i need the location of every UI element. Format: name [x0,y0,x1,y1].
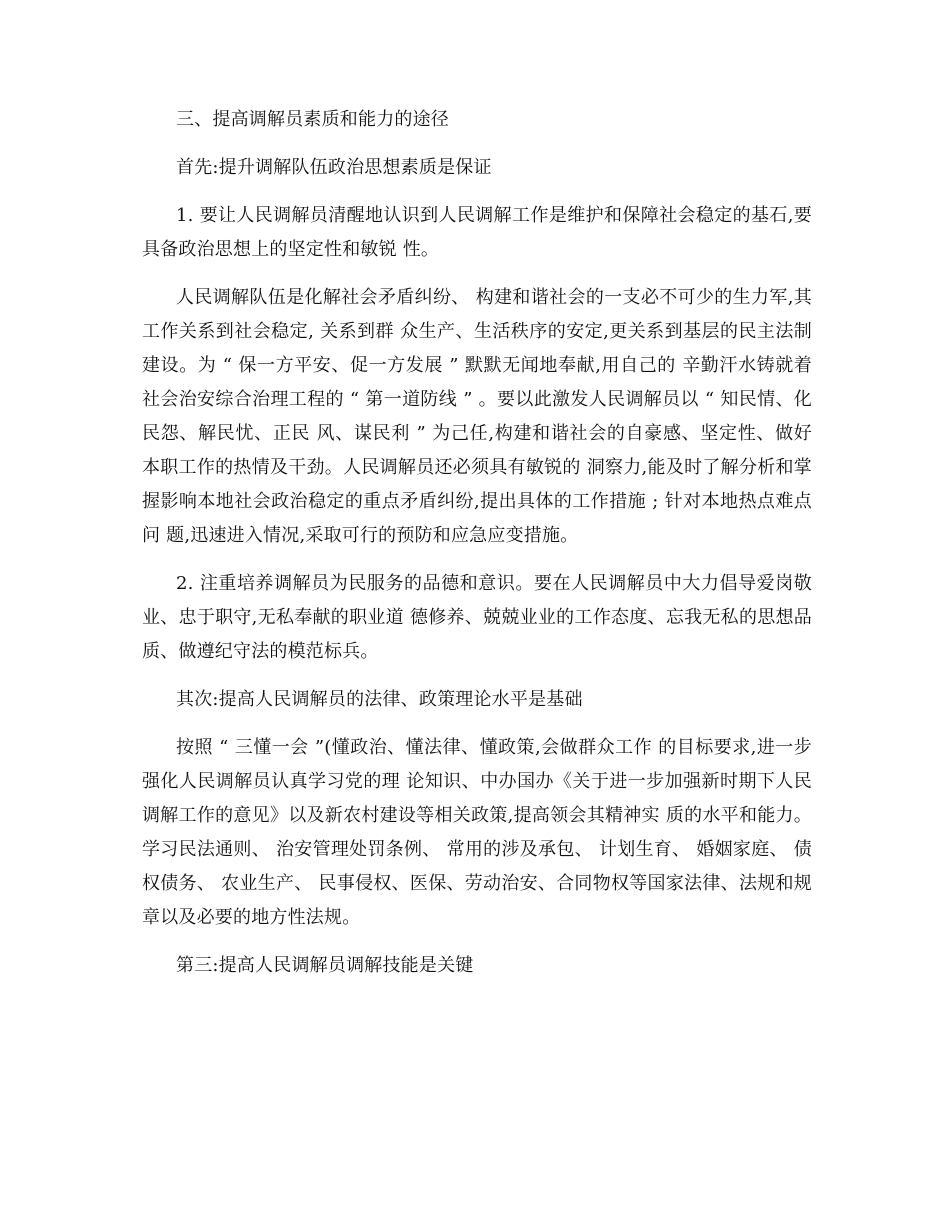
paragraph-1: 1. 要让人民调解员清醒地认识到人民调解工作是维护和保障社会稳定的基石,要具备政治思想上的坚定性和敏锐 性。 [142,205,812,260]
paragraph-4: 按照 “ 三懂一会 ”(懂政治、懂法律、懂政策,会做群众工作 的目标要求,进一步强化人民调解员认真学习党的理 论知识、中办国办《关于进一步加强新时期下人民调解工作的意见》以及新农村建设等相关政策,提高领会其精神实 质的水平和能力。 学习民法通则、 治安管理处罚条例、 常用的涉及承包、 计划生育、 婚姻家庭、 债权债务、 农业生产、 民事侵权、医保、劳动治安、合同物权等国家法律、法规和规章以及必要的地方性法规。 [142,737,812,928]
third-subheading: 第三:提高人民调解员调解技能是关键 [176,955,474,976]
paragraph-2: 人民调解队伍是化解社会矛盾纠纷、 构建和谐社会的一支必不可少的生力军,其工作关系到社会稳定, 关系到群 众生产、生活秩序的安定,更关系到基层的民主法制建设。为 “ 保一方平安、促一方发展 ” 默默无闻地奉献,用自己的 辛勤汗水铸就着社会治安综合治理工程的 “ 第一道防线 ” 。要以此激发人民调解员以 “ 知民情、化民怨、解民忧、正民 风、谋民利 ” 为己任,构建和谐社会的自豪感、坚定性、做好本职工作的热情及干劲。人民调解员还必须具有敏锐的 洞察力,能及时了解分析和掌握影响本地社会政治稳定的重点矛盾纠纷,提出具体的工作措施 ; 针对本地热点难点问 题,迅速进入情况,采取可行的预防和应急应变措施。 [142,287,812,546]
section-title: 三、提高调解员素质和能力的途径 [176,109,449,130]
second-subheading: 其次:提高人民调解员的法律、政策理论水平是基础 [176,689,583,710]
first-subheading: 首先:提升调解队伍政治思想素质是保证 [176,157,492,178]
paragraph-3: 2. 注重培养调解员为民服务的品德和意识。要在人民调解员中大力倡导爱岗敬业、忠于职守,无私奉献的职业道 德修养、兢兢业业的工作态度、忘我无私的思想品质、做遵纪守法的模范标兵。 [142,573,812,662]
document-body [142,103,812,983]
